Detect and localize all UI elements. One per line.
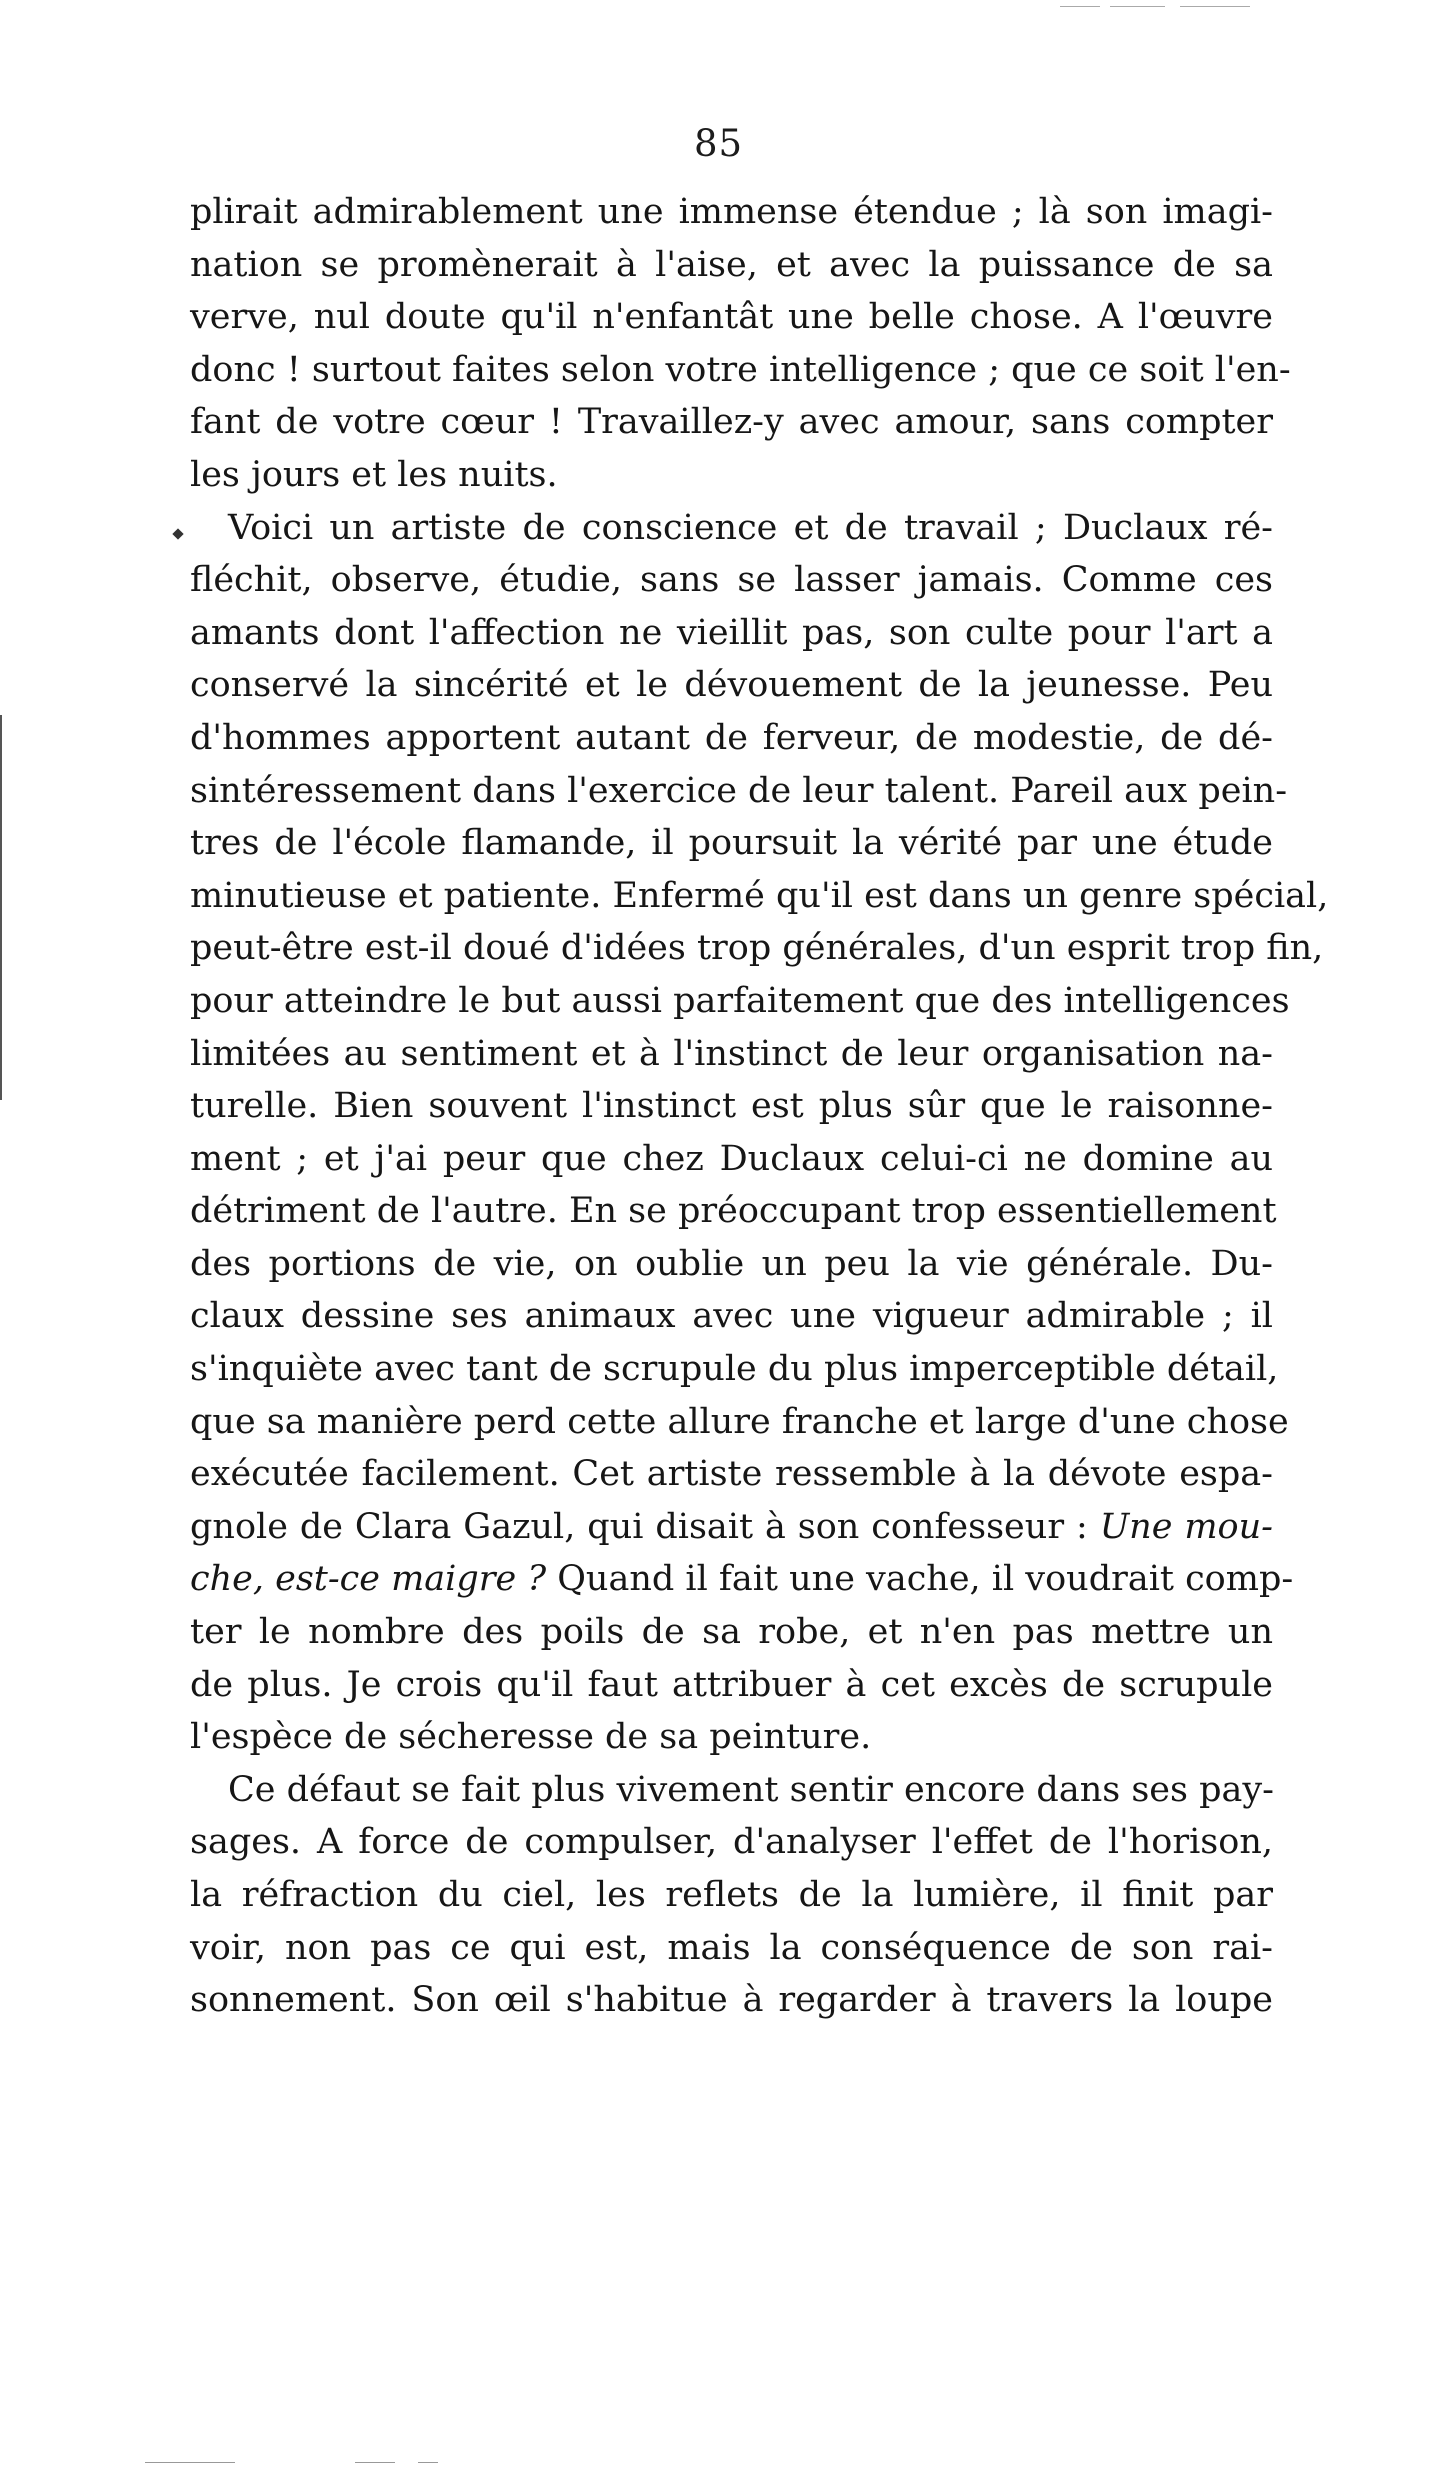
- text-line: voir, non pas ce qui est, mais la conséquence de son rai-: [190, 1927, 1273, 1968]
- text-line: sintéressement dans l'exercice de leur talent. Pareil aux pein-: [190, 770, 1288, 811]
- text-line: conservé la sincérité et le dévouement de la jeunesse. Peu: [190, 665, 1273, 706]
- text-line: détriment de l'autre. En se préoccupant trop essentiellement: [190, 1191, 1277, 1232]
- scan-top-dash: [1110, 6, 1165, 7]
- text-line: plirait admirablement une immense étendue ; là son imagi-: [190, 192, 1273, 232]
- text-line: minutieuse et patiente. Enfermé qu'il est dans un genre spécial,: [190, 875, 1329, 916]
- body-text: [190, 186, 1329, 2027]
- text-line: ter le nombre des poils de sa robe, et n'en pas mettre un: [190, 1612, 1273, 1653]
- text-line: peut-être est-il doué d'idées trop générales, d'un esprit trop fin,: [190, 928, 1324, 969]
- text-line: claux dessine ses animaux avec une vigueur admirable ; il: [190, 1296, 1273, 1337]
- text-line: fléchit, observe, étudie, sans se lasser jamais. Comme ces: [190, 560, 1273, 601]
- text-line: les jours et les nuits.: [190, 454, 558, 495]
- text-line: amants dont l'affection ne vieillit pas, son culte pour l'art a: [190, 612, 1273, 653]
- paragraph-start-line: Voici un artiste de conscience et de travail ; Duclaux ré-: [228, 507, 1273, 548]
- text-line: sages. A force de compulser, d'analyser l'effet de l'horison,: [190, 1822, 1273, 1863]
- text-segment: Quand il fait une vache, il voudrait comp-: [546, 1559, 1294, 1600]
- text-segment: gnole de Clara Gazul, qui disait à son confesseur :: [190, 1506, 1100, 1547]
- text-line: donc ! surtout faites selon votre intelligence ; que ce soit l'en-: [190, 349, 1291, 390]
- text-line: d'hommes apportent autant de ferveur, de modestie, de dé-: [190, 717, 1273, 758]
- text-line: pour atteindre le but aussi parfaitement que des intelligences: [190, 980, 1290, 1021]
- text-line: tres de l'école flamande, il poursuit la vérité par une étude: [190, 823, 1273, 864]
- text-line: s'inquiète avec tant de scrupule du plus imperceptible détail,: [190, 1349, 1279, 1390]
- text-line: sonnement. Son œil s'habitue à regarder à travers la loupe: [190, 1980, 1273, 2021]
- scan-top-dash: [1180, 6, 1250, 7]
- text-line: des portions de vie, on oublie un peu la vie générale. Du-: [190, 1243, 1273, 1284]
- pilcrow-mark: [172, 528, 183, 539]
- italic-quote: Une mou-: [1099, 1506, 1273, 1547]
- text-line: que sa manière perd cette allure franche et large d'une chose: [190, 1401, 1289, 1442]
- text-line: ment ; et j'ai peur que chez Duclaux celui-ci ne domine au: [190, 1138, 1273, 1179]
- text-line: l'espèce de sécheresse de sa peinture.: [190, 1717, 872, 1758]
- text-line: [190, 1501, 1273, 1554]
- text-line: [190, 1553, 1294, 1606]
- italic-quote: che, est-ce maigre ?: [190, 1559, 547, 1600]
- page-number: 85: [693, 122, 744, 165]
- text-line: fant de votre cœur ! Travaillez-y avec amour, sans compter: [190, 402, 1273, 443]
- scan-edge-line: [0, 715, 2, 1100]
- text-line: de plus. Je crois qu'il faut attribuer à cet excès de scrupule: [190, 1664, 1273, 1705]
- scan-bottom-dash: [418, 2462, 438, 2463]
- text-line: limitées au sentiment et à l'instinct de leur organisation na-: [190, 1033, 1273, 1074]
- paragraph-start-line: Ce défaut se fait plus vivement sentir encore dans ses pay-: [228, 1769, 1274, 1810]
- scan-bottom-dash: [145, 2462, 235, 2463]
- text-line: verve, nul doute qu'il n'enfantât une belle chose. A l'œuvre: [190, 297, 1273, 338]
- scan-top-dash: [1060, 6, 1100, 7]
- text-line: turelle. Bien souvent l'instinct est plus sûr que le raisonne-: [190, 1086, 1273, 1127]
- scan-bottom-dash: [355, 2462, 395, 2463]
- text-line: la réfraction du ciel, les reflets de la lumière, il finit par: [190, 1875, 1273, 1915]
- text-line: nation se promènerait à l'aise, et avec la puissance de sa: [190, 244, 1273, 285]
- text-line: exécutée facilement. Cet artiste ressemble à la dévote espa-: [190, 1454, 1273, 1495]
